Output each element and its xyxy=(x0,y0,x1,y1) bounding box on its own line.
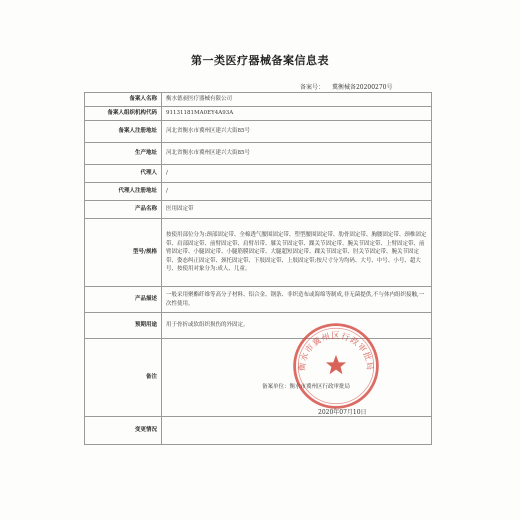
row-value: 91131181MA0EY4A93A xyxy=(162,107,432,121)
row-value: 衡水德昶医疗器械有限公司 xyxy=(162,93,432,107)
row-value: 河北省衡水市冀州区建兴大街85号 xyxy=(162,121,432,143)
row-change-history xyxy=(85,417,432,445)
row-filer-name xyxy=(85,93,432,107)
row-label: 备案人注册地址 xyxy=(85,121,162,143)
row-label: 产品描述 xyxy=(85,287,162,313)
row-label: 备注 xyxy=(85,339,162,417)
row-label: 预期用途 xyxy=(85,313,162,339)
document-title: 第一类医疗器械备案信息表 xyxy=(191,54,329,67)
row-org-code xyxy=(85,107,432,121)
row-value: 河北省衡水市冀州区建兴大街85号 xyxy=(162,143,432,165)
record-date: 2020年07月10日 xyxy=(318,409,367,416)
row-label: 型号/规格 xyxy=(85,219,162,287)
row-label: 产品名称 xyxy=(85,201,162,219)
row-value xyxy=(162,417,432,445)
row-production-address xyxy=(85,143,432,165)
record-unit-label: 备案单位：衡水市冀州区行政审批局 xyxy=(262,384,351,390)
row-product-name xyxy=(85,201,432,219)
svg-text:衡水市冀州区行政审批局: 衡水市冀州区行政审批局 xyxy=(296,330,376,372)
row-label: 生产地址 xyxy=(85,143,162,165)
row-value: 用于骨折或软组织损伤的外固定。 xyxy=(162,313,432,339)
row-model-spec xyxy=(85,219,432,287)
record-number xyxy=(300,82,392,91)
row-value: / xyxy=(162,183,432,201)
record-number-label: 备案号： xyxy=(300,84,325,91)
row-label: 备案人组织机构代码 xyxy=(85,107,162,121)
record-number-value: 冀衡械备20200270号 xyxy=(331,84,393,91)
row-value: 按使用部位分为:颈部固定带、全棉透气腰围固定带、塑型腰围固定带、肋骨固定带、胸腰固定带、颈椎固定带、肩部固定带、前臂固定带、肩臂吊带、膝关节固定带、踝关节固定带、腕关节固定带、上臂固定带、前臂固定带、小腿固定带、小腿筋膜固定带、大腿超短固定带、踝关节固定带、肘关节固定带、腕关节固定带、姿态纠正固定带、颈托固定带、下肢固定带、上肢固定带;按尺寸分为均码、大号、中号、小号、超大号、按使用对象分为:成人、儿童。 xyxy=(162,219,432,287)
row-value: 医用固定带 xyxy=(162,201,432,219)
row-label: 变更情况 xyxy=(85,417,162,445)
row-label: 代理人 xyxy=(85,165,162,183)
row-value: / xyxy=(162,165,432,183)
row-agent-address xyxy=(85,183,432,201)
row-reg-address xyxy=(85,121,432,143)
row-product-description xyxy=(85,287,432,313)
official-seal-icon xyxy=(290,320,382,412)
row-agent xyxy=(85,165,432,183)
row-value: 一般采用聚酯纤维等高分子材料、铝合金、钢条、非织造布或海绵等制成,非无菌提供,不与体内组织接触,一次性使用。 xyxy=(162,287,432,313)
row-label: 备案人名称 xyxy=(85,93,162,107)
row-label: 代理人注册地址 xyxy=(85,183,162,201)
